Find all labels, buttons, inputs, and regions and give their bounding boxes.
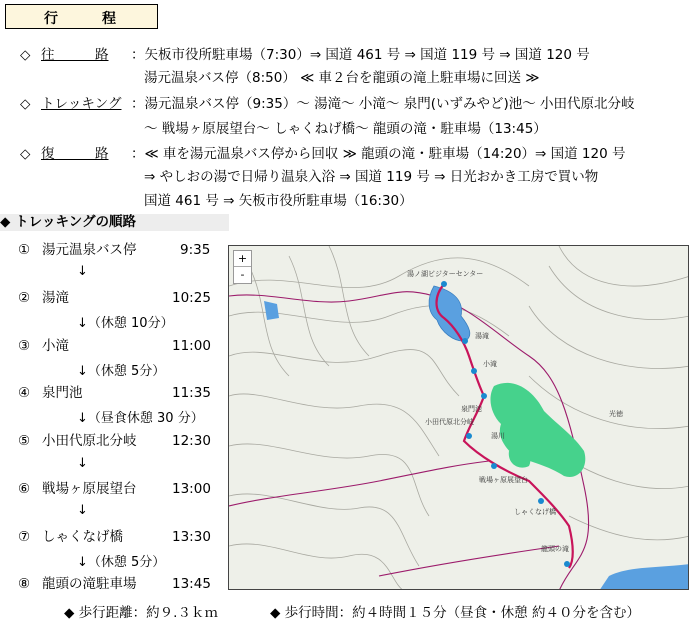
route-step-2-num: ② <box>18 290 31 306</box>
route-step-3-num: ③ <box>18 338 31 354</box>
route-step-5-name: 小田代原北分岐 <box>42 433 137 449</box>
lake-yunoko <box>429 286 470 341</box>
route-step-4-time: 11:35 <box>172 385 211 401</box>
itinerary-outbound-label: 往 路 <box>41 47 109 63</box>
down-arrow-icon: ↓ <box>77 503 88 518</box>
map-label: 光徳 <box>609 410 623 418</box>
map-label: 泉門池 <box>461 405 482 413</box>
itinerary-trekking-marker: ◇ <box>20 96 31 112</box>
schedule-title-box <box>5 4 158 29</box>
route-step-3-time: 11:00 <box>172 338 211 354</box>
route-step-6-num: ⑥ <box>18 481 31 497</box>
itinerary-return-marker: ◇ <box>20 146 31 162</box>
itinerary-return-line3: 国道 461 号 ⇒ 矢板市役所駐車場（16:30） <box>144 193 413 209</box>
itinerary-outbound-marker: ◇ <box>20 47 31 63</box>
itinerary-return-line2: ⇒ やしおの湯で日帰り温泉入浴 ⇒ 国道 119 号 ⇒ 日光おかき工房で買い物 <box>144 169 599 185</box>
route-map[interactable] <box>228 245 689 590</box>
footer-time: ◆ 歩行時間：約４時間１５分（昼食・休憩 約４０分を含む） <box>270 605 640 621</box>
map-label: 戦場ヶ原展望台 <box>479 476 528 484</box>
map-label: 湯ノ湖ビジターセンター <box>407 270 484 278</box>
itinerary-outbound-line2: 湯元温泉バス停（8:50） ≪ 車２台を龍頭の滝上駐車場に回送 ≫ <box>144 70 540 86</box>
route-step-7-time: 13:30 <box>172 529 211 545</box>
down-arrow-icon: ↓ <box>77 555 88 570</box>
down-arrow-icon: ↓ <box>77 364 88 379</box>
map-label: 湯川 <box>491 432 505 440</box>
route-step-7-name: しゃくなげ橋 <box>42 529 123 545</box>
route-step-1-num: ① <box>18 242 31 258</box>
route-arrow-note: （休憩 10分） <box>87 316 174 331</box>
route-arrow-note: （昼食休憩 30 分） <box>87 411 204 426</box>
zoom-in-button[interactable]: + <box>237 252 248 265</box>
route-step-3-name: 小滝 <box>42 338 69 354</box>
schedule-title-char2: 程 <box>102 11 116 27</box>
map-label: しゃくなげ橋 <box>514 508 556 516</box>
down-arrow-icon: ↓ <box>77 411 88 426</box>
route-arrow-1 <box>77 264 88 279</box>
map-label: 湯滝 <box>475 332 489 340</box>
schedule-title-char1: 行 <box>44 11 58 27</box>
footer-distance: ◆ 歩行距離：約９.３ｋｍ <box>64 605 218 621</box>
route-arrow-2 <box>77 312 174 331</box>
itinerary-trekking-line2: ～ 戦場ヶ原展望台～ しゃくねげ橋～ 龍頭の滝・駐車場（13:45） <box>144 121 547 137</box>
down-arrow-icon: ↓ <box>77 316 88 331</box>
route-step-8-time: 13:45 <box>172 576 211 592</box>
map-label: 龍頭の滝 <box>541 545 569 553</box>
itinerary-return-line1: ：≪ 車を湯元温泉バス停から回収 ≫ 龍頭の滝・駐車場（14:20）⇒ 国道 120 号 <box>131 146 626 162</box>
route-step-4-name: 泉門池 <box>42 385 83 401</box>
route-step-1-time: 9:35 <box>180 242 211 258</box>
route-arrow-4 <box>77 407 204 426</box>
route-step-6-time: 13:00 <box>172 481 211 497</box>
route-arrow-note: （休憩 5分） <box>87 555 166 570</box>
small-pond <box>264 301 279 320</box>
route-arrow-3 <box>77 360 165 379</box>
down-arrow-icon: ↓ <box>77 264 88 279</box>
route-step-4-num: ④ <box>18 385 31 401</box>
route-step-2-name: 湯滝 <box>42 290 69 306</box>
route-step-8-num: ⑧ <box>18 576 31 592</box>
zoom-out-button[interactable]: - <box>234 266 251 282</box>
lake-chuzenji <box>599 564 689 590</box>
route-step-5-num: ⑤ <box>18 433 31 449</box>
route-step-6-name: 戦場ヶ原展望台 <box>42 481 137 497</box>
itinerary-return-label: 復 路 <box>41 146 109 162</box>
map-label: 小滝 <box>483 360 497 368</box>
map-zoom-control <box>233 250 252 284</box>
itinerary-trekking-label: トレッキング <box>41 96 122 112</box>
route-arrow-6 <box>77 503 88 518</box>
route-arrow-7 <box>77 551 165 570</box>
route-step-7-num: ⑦ <box>18 529 31 545</box>
route-section-heading: ◆ トレッキングの順路 <box>0 214 229 231</box>
down-arrow-icon: ↓ <box>77 456 88 471</box>
route-arrow-5 <box>77 456 88 471</box>
route-step-5-time: 12:30 <box>172 433 211 449</box>
route-arrow-note: （休憩 5分） <box>87 364 166 379</box>
map-label: 小田代原北分岐 <box>425 418 474 426</box>
route-step-2-time: 10:25 <box>172 290 211 306</box>
route-step-1-name: 湯元温泉バス停 <box>42 242 137 258</box>
itinerary-outbound-line1: ：矢板市役所駐車場（7:30）⇒ 国道 461 号 ⇒ 国道 119 号 ⇒ 国道 120 号 <box>131 47 590 63</box>
route-step-8-name: 龍頭の滝駐車場 <box>42 576 137 592</box>
map-canvas <box>229 246 689 590</box>
itinerary-trekking-line1: ：湯元温泉バス停（9:35）～ 湯滝～ 小滝～ 泉門(いずみやど)池～ 小田代原北分岐 <box>131 96 635 112</box>
